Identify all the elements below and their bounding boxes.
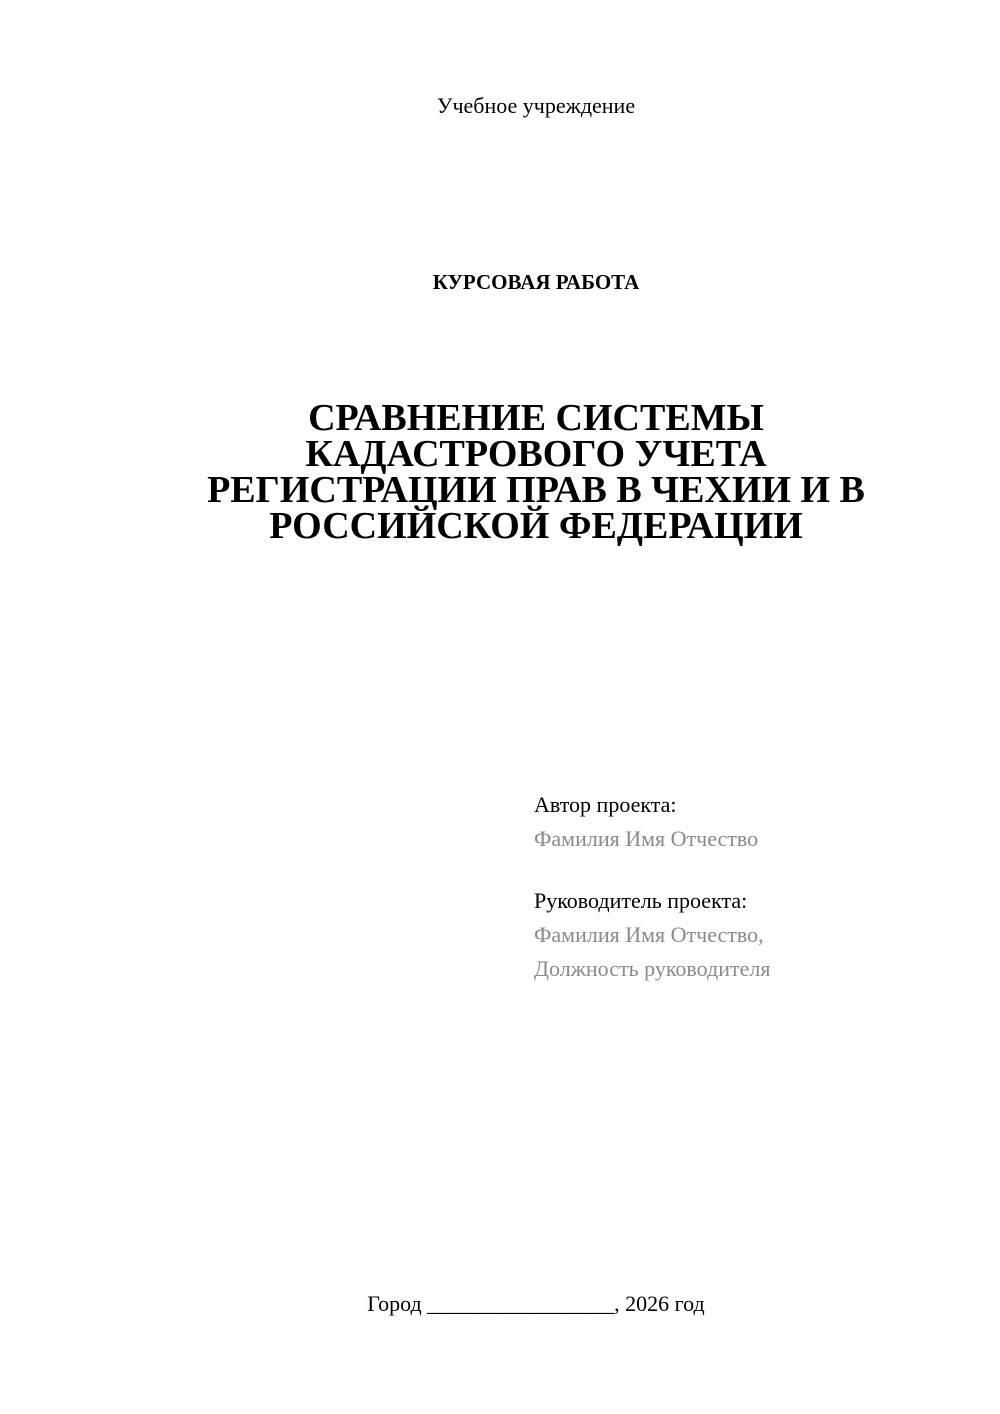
title-line: КАДАСТРОВОГО УЧЕТА	[305, 433, 767, 475]
supervisor-name: Фамилия Имя Отчество,	[534, 922, 764, 947]
title-line: РОССИЙСКОЙ ФЕДЕРАЦИИ	[269, 505, 803, 547]
title-line: СРАВНЕНИЕ СИСТЕМЫ	[308, 397, 764, 439]
meta-spacer	[534, 856, 974, 884]
supervisor-label: Руководитель проекта:	[534, 888, 748, 913]
supervisor-position: Должность руководителя	[534, 956, 771, 981]
title-line: РЕГИСТРАЦИИ ПРАВ В ЧЕХИИ И В	[207, 469, 865, 511]
author-label: Автор проекта:	[534, 792, 677, 817]
project-meta	[534, 788, 974, 986]
city-year-line: Город _________________, 2026 год	[367, 1291, 705, 1316]
document-title	[150, 397, 922, 547]
work-type-heading: КУРСОВАЯ РАБОТА	[432, 270, 640, 294]
institution-name: Учебное учреждение	[436, 93, 636, 118]
author-name: Фамилия Имя Отчество	[534, 826, 759, 851]
